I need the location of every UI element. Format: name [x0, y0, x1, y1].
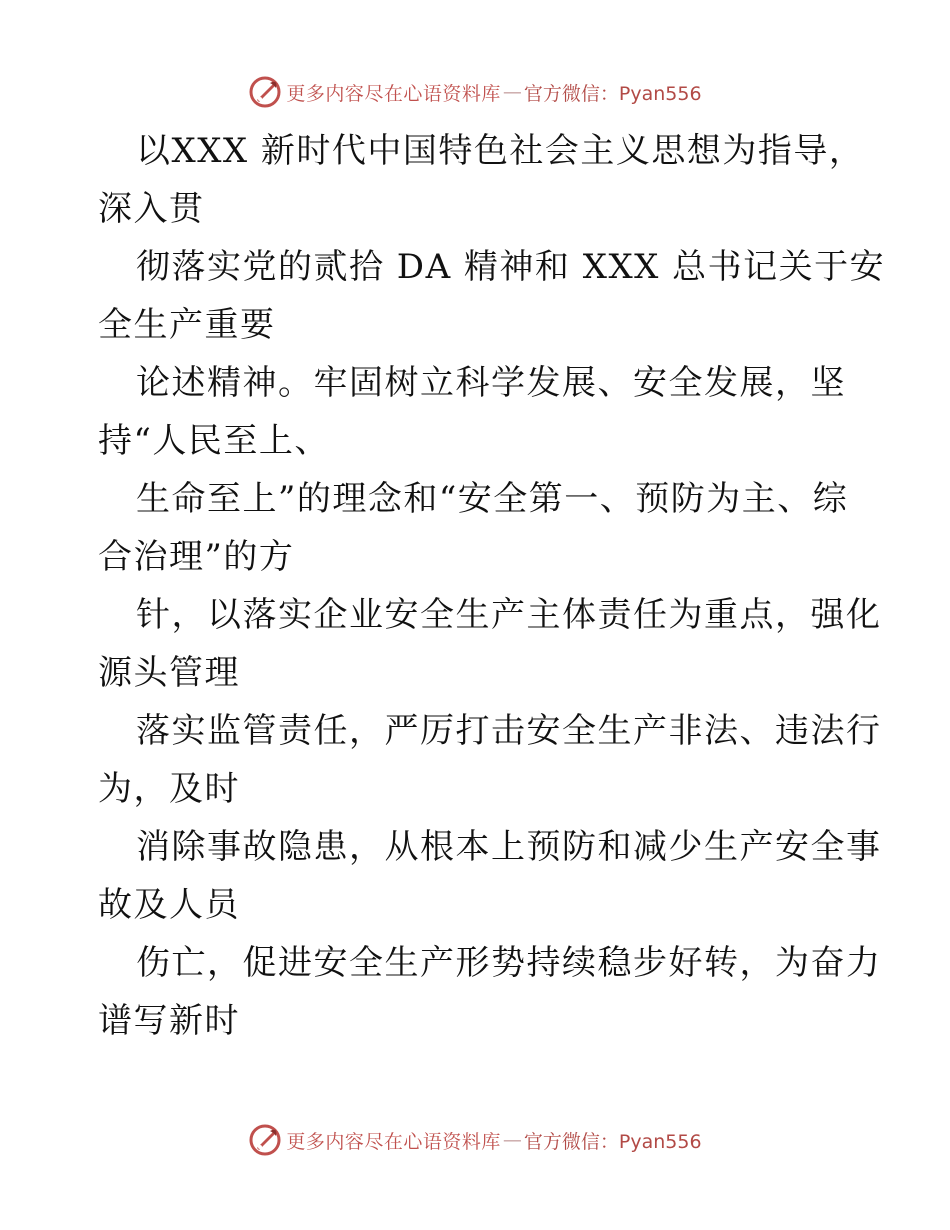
footer-watermark [0, 1120, 950, 1160]
watermark-text: 更多内容尽在心语资料库 [286, 82, 501, 105]
watermark-separator: — [502, 81, 522, 103]
paragraph [98, 702, 882, 818]
paragraph-line: 全生产重要 [98, 305, 276, 345]
paragraph-line: 故及人员 [98, 885, 240, 925]
paragraph [98, 586, 882, 702]
paragraph [98, 470, 868, 586]
quill-logo-icon [248, 1123, 282, 1157]
paragraph-line: 伤亡，促进安全生产形势持续稳步好转，为奋力 [136, 943, 882, 983]
paragraph-line: 消除事故隐患，从根本上预防和减少生产安全事 [136, 827, 882, 867]
document-body [98, 122, 886, 1050]
paragraph-line: 深入贯 [98, 189, 205, 229]
paragraph-line: 源头管理 [98, 653, 240, 693]
paragraph-line: 论述精神。牢固树立科学发展、安全发展，坚 [136, 363, 846, 403]
watermark-contact: 官方微信：Pyan556 [523, 1130, 702, 1153]
paragraph-line: 针，以落实企业安全生产主体责任为重点，强化 [136, 595, 882, 635]
paragraph-line: 为，及时 [98, 769, 240, 809]
paragraph [98, 934, 882, 1050]
header-watermark [0, 72, 950, 112]
paragraph-line: 彻落实党的贰拾 DA 精神和 XXX 总书记关于安 [136, 247, 886, 287]
paragraph-line: 生命至上”的理念和“安全第一、预防为主、综 [136, 479, 849, 519]
paragraph [98, 238, 886, 354]
watermark-text: 更多内容尽在心语资料库 [286, 1130, 501, 1153]
paragraph-line: 合治理”的方 [98, 537, 295, 577]
watermark-contact: 官方微信：Pyan556 [523, 82, 702, 105]
paragraph-line: 落实监管责任，严厉打击安全生产非法、违法行 [136, 711, 882, 751]
paragraph [98, 818, 882, 934]
watermark-separator: — [502, 1129, 522, 1151]
paragraph-line: 持“人民至上、 [98, 421, 330, 461]
quill-logo-icon [248, 75, 282, 109]
paragraph-line: 以XXX 新时代中国特色社会主义思想为指导， [136, 131, 865, 171]
paragraph [98, 354, 868, 470]
paragraph-line: 谱写新时 [98, 1001, 240, 1041]
paragraph [98, 122, 868, 238]
